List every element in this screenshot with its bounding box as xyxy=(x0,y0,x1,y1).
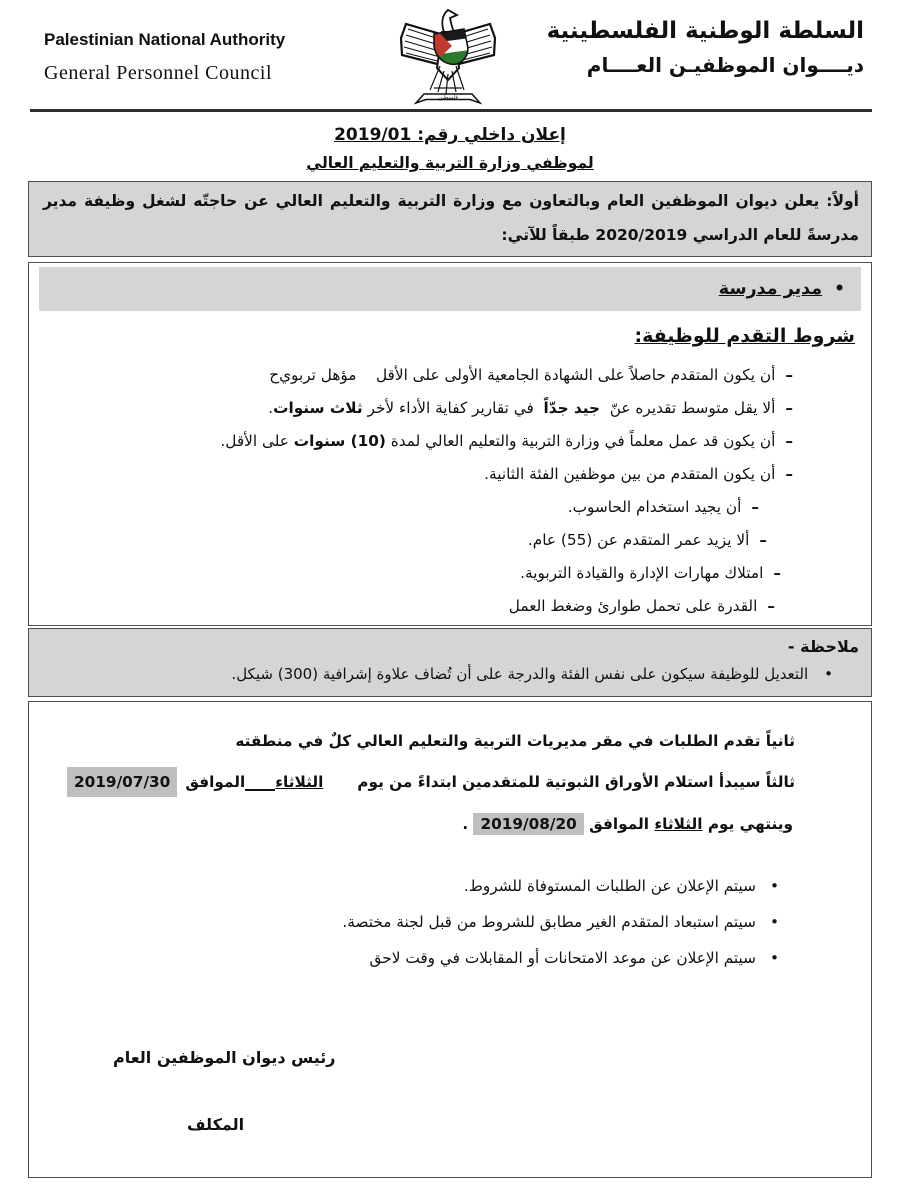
condition-item xyxy=(29,425,793,458)
position-title-row xyxy=(39,267,861,311)
second-clause: ثانياً تقدم الطلبات في مقر مديريات التربية والتعليم العالي كلٌ في منطقته xyxy=(235,732,795,750)
info-item xyxy=(29,904,779,940)
condition-item xyxy=(29,359,793,392)
note-box xyxy=(28,628,872,697)
org-ar-line2: ديــــوان الموظفيـن العــــام xyxy=(586,53,864,77)
intro-clause-box: أولاً: يعلن ديوان الموظفين العام وبالتعاون مع وزارة التربية والتعليم العالي عن حاجتّه لشغل وظيفة مدير مدرسةً للعام الدراسي 2020/2019 طبقاً للآتي: xyxy=(28,181,872,257)
note-item xyxy=(41,661,859,688)
note-text: التعديل للوظيفة سيكون على نفس الفئة والدرجة على أن تُضاف علاوة إشرافية (300) شيكل. xyxy=(231,665,809,683)
end-prefix: وينتهي يوم xyxy=(707,815,793,833)
condition-text: أن يكون المتقدم حاصلاً على الشهادة الجامعية الأولى على الأقل مؤهل تربوي‌ح xyxy=(269,366,776,384)
signature-role: المكلف xyxy=(187,1115,245,1134)
bullet-icon: • xyxy=(769,877,779,895)
start-date-group xyxy=(43,767,323,797)
info-text: سيتم الإعلان عن الطلبات المستوفاة للشروط. xyxy=(463,877,756,895)
dash-icon: – xyxy=(785,432,793,450)
condition-text: ألا يقل متوسط تقديره عنّ xyxy=(600,399,776,417)
bullet-icon: • xyxy=(769,913,779,931)
header-divider xyxy=(30,109,872,112)
org-ar-line1: السلطة الوطنية الفلسطينية xyxy=(546,18,864,44)
conditions-list xyxy=(29,359,871,623)
condition-text: أن يكون قد عمل معلماً في وزارة التربية والتعليم العالي لمدة xyxy=(385,432,776,450)
dash-icon: – xyxy=(785,366,793,384)
condition-text: ألا يزيد عمر المتقدم عن (55) عام. xyxy=(527,531,750,549)
condition-text: . xyxy=(268,399,274,417)
condition-bold: (10) سنوات xyxy=(293,432,386,450)
dash-icon: – xyxy=(785,399,793,417)
dash-icon: – xyxy=(785,465,793,483)
end-mowafiq: الموافق xyxy=(589,815,649,833)
dash-icon: – xyxy=(773,564,781,582)
condition-item xyxy=(29,557,793,590)
palestine-eagle-emblem-icon xyxy=(398,8,498,110)
end-clause xyxy=(29,810,793,838)
org-en-line2: General Personnel Council xyxy=(44,62,272,84)
condition-text: على الأقل. xyxy=(220,432,294,450)
third-clause-row xyxy=(43,767,795,797)
condition-item xyxy=(29,392,793,425)
bullet-icon: • xyxy=(824,665,833,683)
bullet-icon: • xyxy=(834,279,845,299)
start-day: الثلاثاء xyxy=(275,773,324,791)
conditions-box xyxy=(28,262,872,626)
letterhead xyxy=(0,0,900,112)
condition-item xyxy=(29,491,793,524)
condition-text: في تقارير كفاية الأداء لأخر xyxy=(362,399,544,417)
condition-text: امتلاك مهارات الإدارة والقيادة التربوية. xyxy=(520,564,764,582)
position-title: مدير مدرسة xyxy=(718,279,823,299)
conditions-heading: شروط التقدم للوظيفة: xyxy=(634,325,855,347)
bullet-icon: • xyxy=(769,949,779,967)
dash-icon: – xyxy=(767,597,775,615)
org-name-english xyxy=(44,30,285,85)
info-bullets xyxy=(29,868,871,976)
condition-text: القدرة على تحمل طوارئ وضغط العمل xyxy=(508,597,758,615)
info-item xyxy=(29,868,779,904)
dash-icon: – xyxy=(759,531,767,549)
info-text: سيتم استبعاد المتقدم الغير مطابق للشروط من قبل لجنة مختصة. xyxy=(342,913,756,931)
start-date-highlight: 2019/07/30 xyxy=(67,767,177,797)
start-mowafiq: الموافق xyxy=(185,773,246,791)
underline-extension xyxy=(245,773,275,792)
end-suffix: . xyxy=(462,815,469,833)
announcement-title: إعلان داخلي رقم: 2019/01 xyxy=(334,125,566,145)
condition-text: أن يكون المتقدم من بين موظفين الفئة الثانية. xyxy=(484,465,776,483)
third-clause-text: ثالثاً سيبدأ استلام الأوراق الثبوتية للمتقدمين ابتداءً من يوم xyxy=(357,773,795,791)
condition-item xyxy=(29,458,793,491)
submission-box xyxy=(28,701,872,1178)
dash-icon: – xyxy=(751,498,759,516)
emblem-banner-text: فلسطين xyxy=(438,95,458,101)
condition-item xyxy=(29,524,793,557)
end-day: الثلاثاء xyxy=(654,815,703,833)
announcement-subtitle: لموظفي وزارة التربية والتعليم العالي xyxy=(306,154,594,172)
signature-title: رئيس ديوان الموظفين العام xyxy=(113,1048,336,1067)
note-heading: ملاحظة - xyxy=(787,637,859,656)
condition-bold: جيد جدّاً xyxy=(543,399,601,417)
info-item xyxy=(29,940,779,976)
condition-bold: ثلاث سنوات xyxy=(273,399,363,417)
org-name-arabic xyxy=(547,18,864,77)
condition-text: أن يجيد استخدام الحاسوب. xyxy=(567,498,742,516)
end-date-highlight: 2019/08/20 xyxy=(473,813,583,835)
condition-item xyxy=(29,590,793,623)
org-en-line1: Palestinian National Authority xyxy=(44,30,286,49)
info-text: سيتم الإعلان عن موعد الامتحانات أو المقابلات في وقت لاحق xyxy=(369,949,756,967)
